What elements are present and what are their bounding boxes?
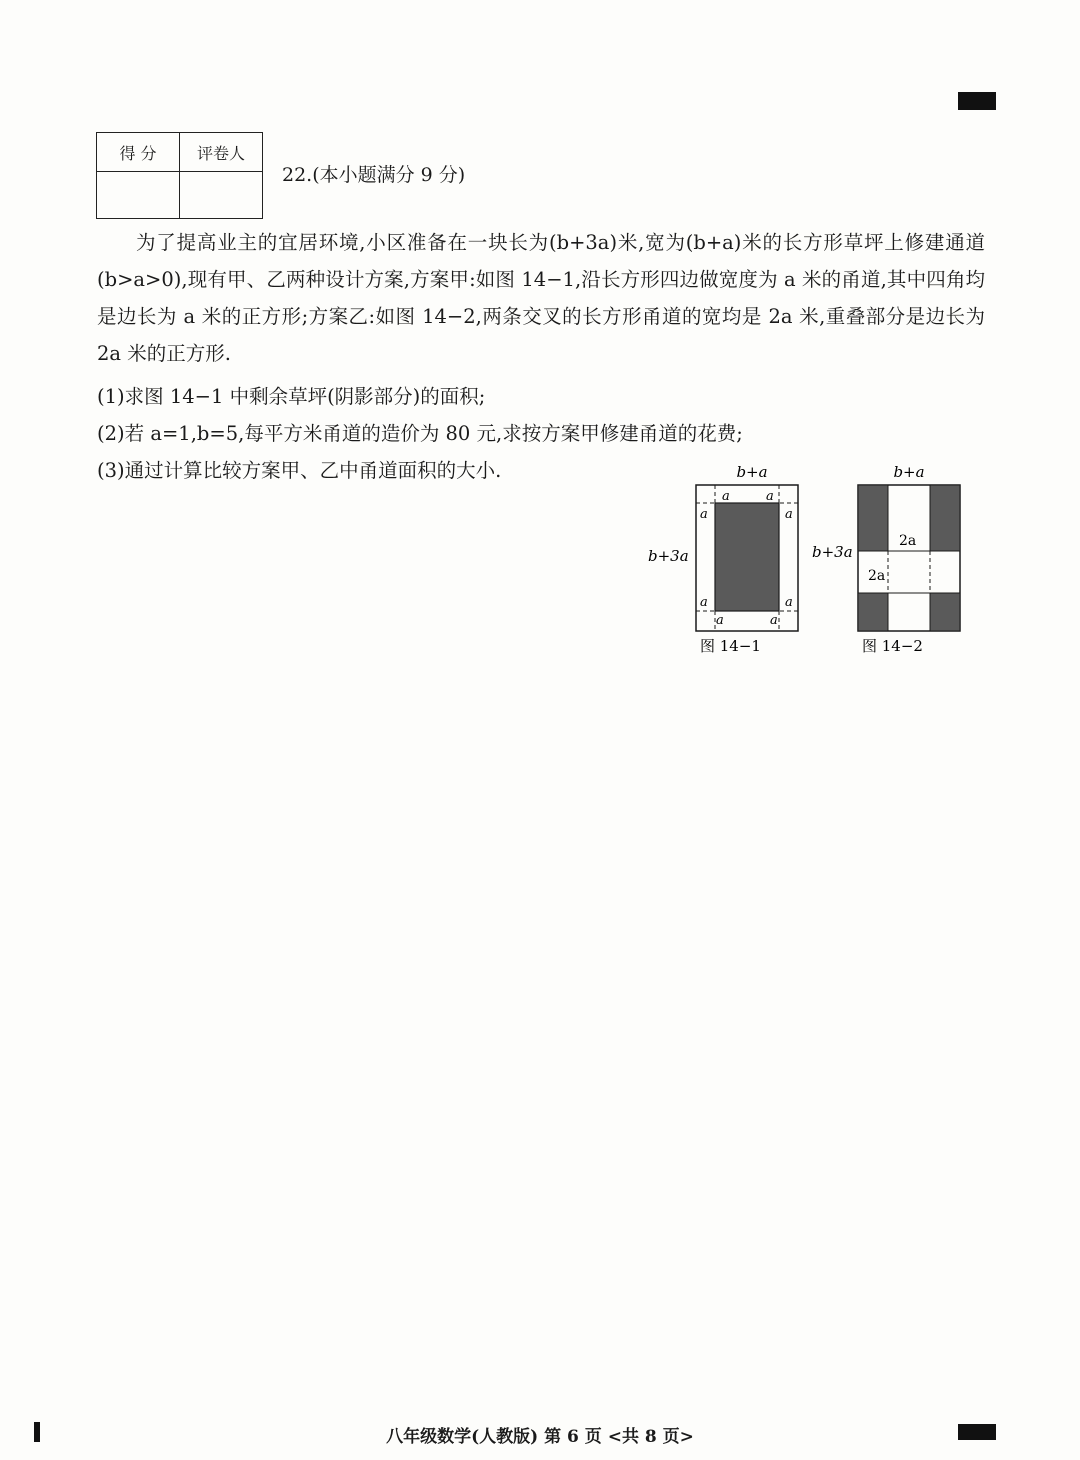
fig1-label-a: a [770,613,778,628]
fig1-label-a: a [766,489,774,504]
fig1-label-a: a [785,507,793,522]
fig2-shaded-bottom-right [930,593,960,631]
question-title: 22.(本小题满分 9 分) [282,164,466,186]
sub-question-2: (2)若 a=1,b=5,每平方米甬道的造价为 80 元,求按方案甲修建甬道的花费; [97,422,743,445]
fig2-shaded-bottom-left [858,593,888,631]
fig1-label-a: a [785,595,793,610]
figure-14-2-drawing [806,455,966,660]
score-header: 得 分 [97,133,180,172]
fig1-top-label: b+a [736,463,768,481]
sub-question-1: (1)求图 14−1 中剩余草坪(阴影部分)的面积; [97,385,486,408]
fig1-caption: 图 14−1 [700,637,761,655]
fig1-label-a: a [716,613,724,628]
score-table [96,132,263,219]
fig1-shaded-lawn [715,503,779,611]
question-paragraph: 为了提高业主的宜居环境,小区准备在一块长为(b+3a)米,宽为(b+a)米的长方形草坪上修建通道(b>a>0),现有甲、乙两种设计方案,方案甲:如图 14−1,沿长方形四边做宽度为 a 米的甬道,其中四角均是边长为 a 米的正方形;方案乙:如图 14−2,两条交叉的长方形甬道的宽均是 2a 米,重叠部分是边长为 2a 米的正方形. [97,231,985,365]
page-footer: 八年级数学(人教版) 第 6 页 <共 8 页> [386,1427,694,1447]
corner-registration-mark-top [958,92,996,110]
fig2-width-label-horizontal-road: 2a [868,568,886,584]
sub-question-3: (3)通过计算比较方案甲、乙中甬道面积的大小. [97,459,502,482]
fig2-shaded-top-left [858,485,888,551]
fig2-side-label: b+3a [812,543,853,561]
fig2-top-label: b+a [893,463,925,481]
fig2-caption: 图 14−2 [862,637,923,655]
fig1-label-a: a [700,595,708,610]
figure-14-1 [640,455,810,660]
grader-header: 评卷人 [180,133,263,172]
grader-cell[interactable] [180,172,263,219]
fig2-shaded-top-right [930,485,960,551]
score-cell[interactable] [97,172,180,219]
fig1-label-a: a [722,489,730,504]
fig2-width-label-vertical-road: 2a [899,533,917,549]
fig1-label-a: a [700,507,708,522]
fig1-side-label: b+3a [648,547,689,565]
